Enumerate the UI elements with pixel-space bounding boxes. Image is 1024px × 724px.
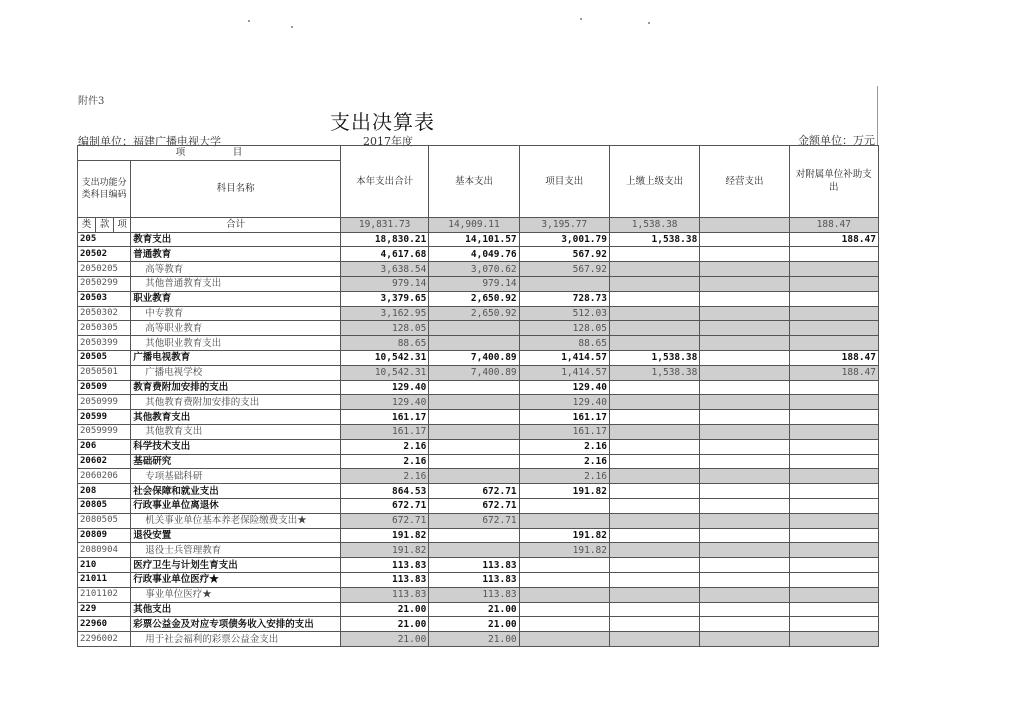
row-value	[700, 587, 789, 602]
row-value: 728.73	[519, 291, 609, 306]
row-name: 其他教育费附加安排的支出	[131, 395, 341, 410]
row-value	[700, 528, 789, 543]
row-value: 10,542.31	[340, 365, 428, 380]
row-code: 2080505	[78, 513, 131, 528]
row-value	[519, 498, 609, 513]
item-group-header: 项 目	[78, 146, 341, 161]
row-value	[609, 410, 699, 425]
table-row	[78, 262, 879, 277]
row-value	[519, 587, 609, 602]
row-value	[519, 276, 609, 291]
row-value: 672.71	[429, 484, 519, 499]
row-value	[700, 602, 789, 617]
row-value: 2.16	[519, 469, 609, 484]
table-row	[78, 424, 879, 439]
table-row	[78, 484, 879, 499]
row-value	[789, 410, 878, 425]
row-value	[789, 336, 878, 351]
row-value	[429, 424, 519, 439]
row-value	[789, 262, 878, 277]
row-value: 979.14	[340, 276, 428, 291]
code-header: 支出功能分类科目编码	[78, 160, 131, 217]
table-row	[78, 469, 879, 484]
compiling-unit: 编制单位：福建广播电视大学	[78, 135, 221, 148]
row-value	[700, 513, 789, 528]
row-value	[609, 572, 699, 587]
row-value: 7,400.89	[429, 365, 519, 380]
row-value: 864.53	[340, 484, 428, 499]
row-value: 129.40	[340, 395, 428, 410]
sub-header-section: 款	[96, 217, 114, 232]
row-value: 161.17	[519, 410, 609, 425]
row-value: 21.00	[429, 602, 519, 617]
row-value: 3,001.79	[519, 232, 609, 247]
row-value	[700, 321, 789, 336]
row-value	[609, 291, 699, 306]
row-value: 2,650.92	[429, 291, 519, 306]
row-value	[519, 617, 609, 632]
row-value: 2,650.92	[429, 306, 519, 321]
table-row	[78, 513, 879, 528]
row-value	[789, 572, 878, 587]
row-value	[609, 424, 699, 439]
row-value	[609, 336, 699, 351]
margin-line	[877, 86, 878, 146]
row-code: 20502	[78, 247, 131, 262]
row-value	[609, 276, 699, 291]
row-value	[429, 336, 519, 351]
row-name: 其他普通教育支出	[131, 276, 341, 291]
row-value: 191.82	[519, 528, 609, 543]
row-value	[609, 306, 699, 321]
row-value: 2.16	[340, 454, 428, 469]
row-value: 188.47	[789, 365, 878, 380]
table-row	[78, 617, 879, 632]
row-value	[429, 321, 519, 336]
row-name: 行政事业单位医疗★	[131, 572, 341, 587]
sub-header-item: 项	[114, 217, 131, 232]
row-value	[609, 602, 699, 617]
row-value	[789, 498, 878, 513]
row-value	[609, 617, 699, 632]
row-value	[700, 365, 789, 380]
row-name: 广播电视教育	[131, 350, 341, 365]
row-value	[609, 395, 699, 410]
table-row	[78, 291, 879, 306]
row-value	[609, 528, 699, 543]
row-value	[700, 276, 789, 291]
attachment-label: 附件3	[78, 96, 105, 107]
row-value	[700, 395, 789, 410]
row-value	[700, 350, 789, 365]
row-value: 1,414.57	[519, 365, 609, 380]
col-header-basic: 基本支出	[429, 146, 519, 218]
table-row	[78, 306, 879, 321]
row-value	[789, 454, 878, 469]
expenditure-table	[77, 145, 879, 647]
col-header-operating: 经营支出	[700, 146, 789, 218]
row-value	[789, 276, 878, 291]
row-value: 1,538.38	[609, 350, 699, 365]
total-label: 合计	[131, 217, 341, 232]
row-value	[789, 617, 878, 632]
row-value	[700, 424, 789, 439]
row-code: 21011	[78, 572, 131, 587]
row-value	[700, 454, 789, 469]
row-name: 彩票公益金及对应专项债务收入安排的支出	[131, 617, 341, 632]
total-value: 19,831.73	[340, 217, 428, 232]
table-row	[78, 365, 879, 380]
row-value	[519, 558, 609, 573]
col-header-total: 本年支出合计	[340, 146, 428, 218]
row-value: 1,538.38	[609, 232, 699, 247]
row-value: 979.14	[429, 276, 519, 291]
row-value	[429, 395, 519, 410]
row-value: 672.71	[429, 498, 519, 513]
row-value	[700, 572, 789, 587]
row-name: 基础研究	[131, 454, 341, 469]
row-value	[429, 439, 519, 454]
row-name: 用于社会福利的彩票公益金支出	[131, 632, 341, 647]
row-value	[700, 262, 789, 277]
row-name: 职业教育	[131, 291, 341, 306]
row-value	[789, 291, 878, 306]
row-code: 2050501	[78, 365, 131, 380]
table-row	[78, 528, 879, 543]
row-value: 7,400.89	[429, 350, 519, 365]
row-value	[789, 380, 878, 395]
row-value: 567.92	[519, 247, 609, 262]
row-code: 2059999	[78, 424, 131, 439]
row-value: 161.17	[519, 424, 609, 439]
table-row	[78, 232, 879, 247]
row-name: 普通教育	[131, 247, 341, 262]
row-value	[700, 469, 789, 484]
row-value: 161.17	[340, 424, 428, 439]
row-value	[609, 484, 699, 499]
row-code: 2050205	[78, 262, 131, 277]
row-code: 208	[78, 484, 131, 499]
table-row	[78, 558, 879, 573]
row-value	[609, 587, 699, 602]
row-code: 2296002	[78, 632, 131, 647]
row-value	[789, 321, 878, 336]
row-value	[700, 291, 789, 306]
table-row	[78, 587, 879, 602]
total-value	[700, 217, 789, 232]
row-value: 191.82	[340, 528, 428, 543]
row-value	[789, 528, 878, 543]
sub-header-class: 类	[78, 217, 96, 232]
table-row	[78, 336, 879, 351]
fiscal-year: 2017年度	[363, 135, 413, 148]
row-value: 113.83	[340, 558, 428, 573]
table-row	[78, 572, 879, 587]
table-row	[78, 276, 879, 291]
row-value: 113.83	[340, 587, 428, 602]
row-value	[789, 395, 878, 410]
row-value	[700, 632, 789, 647]
row-name: 事业单位医疗★	[131, 587, 341, 602]
row-value: 1,414.57	[519, 350, 609, 365]
row-value: 129.40	[340, 380, 428, 395]
row-value: 129.40	[519, 395, 609, 410]
table-row	[78, 632, 879, 647]
table-row	[78, 350, 879, 365]
row-value: 21.00	[429, 617, 519, 632]
row-value	[429, 543, 519, 558]
row-value	[609, 513, 699, 528]
table-row	[78, 439, 879, 454]
row-value	[700, 232, 789, 247]
row-value	[429, 410, 519, 425]
row-value	[700, 247, 789, 262]
row-value: 128.05	[340, 321, 428, 336]
row-value: 21.00	[340, 602, 428, 617]
row-code: 2080904	[78, 543, 131, 558]
row-name: 退役安置	[131, 528, 341, 543]
row-code: 2101102	[78, 587, 131, 602]
row-value	[700, 336, 789, 351]
row-value: 21.00	[340, 617, 428, 632]
row-value	[429, 528, 519, 543]
row-value	[429, 454, 519, 469]
row-name: 医疗卫生与计划生育支出	[131, 558, 341, 573]
row-value	[609, 469, 699, 484]
row-value	[789, 439, 878, 454]
row-value	[609, 498, 699, 513]
row-value: 512.03	[519, 306, 609, 321]
row-value: 21.00	[429, 632, 519, 647]
row-value	[700, 498, 789, 513]
row-value	[789, 424, 878, 439]
row-code: 20809	[78, 528, 131, 543]
row-value	[700, 380, 789, 395]
row-value: 2.16	[519, 439, 609, 454]
row-value	[700, 558, 789, 573]
table-row	[78, 602, 879, 617]
total-value: 14,909.11	[429, 217, 519, 232]
table-row	[78, 498, 879, 513]
row-value	[789, 602, 878, 617]
row-value: 18,830.21	[340, 232, 428, 247]
row-name: 其他支出	[131, 602, 341, 617]
row-code: 2050999	[78, 395, 131, 410]
row-value	[700, 543, 789, 558]
row-value	[609, 543, 699, 558]
row-name: 退役士兵管理教育	[131, 543, 341, 558]
row-value: 4,049.76	[429, 247, 519, 262]
row-code: 2060206	[78, 469, 131, 484]
row-value	[609, 321, 699, 336]
row-value: 4,617.68	[340, 247, 428, 262]
row-code: 20805	[78, 498, 131, 513]
row-code: 20503	[78, 291, 131, 306]
row-value: 3,162.95	[340, 306, 428, 321]
row-value: 88.65	[340, 336, 428, 351]
row-value: 188.47	[789, 232, 878, 247]
name-header: 科目名称	[131, 160, 341, 217]
row-value	[789, 513, 878, 528]
table-row	[78, 543, 879, 558]
row-name: 高等教育	[131, 262, 341, 277]
row-name: 教育费附加安排的支出	[131, 380, 341, 395]
row-value: 3,379.65	[340, 291, 428, 306]
row-code: 20602	[78, 454, 131, 469]
row-value: 2.16	[340, 469, 428, 484]
row-code: 22960	[78, 617, 131, 632]
row-value: 161.17	[340, 410, 428, 425]
row-value	[789, 632, 878, 647]
row-value	[700, 439, 789, 454]
row-value: 129.40	[519, 380, 609, 395]
table-row	[78, 395, 879, 410]
row-value: 567.92	[519, 262, 609, 277]
row-value: 672.71	[340, 513, 428, 528]
row-name: 专项基础科研	[131, 469, 341, 484]
row-value: 3,070.62	[429, 262, 519, 277]
row-value	[519, 632, 609, 647]
row-code: 205	[78, 232, 131, 247]
currency-unit: 金额单位：万元	[798, 134, 875, 147]
row-value: 10,542.31	[340, 350, 428, 365]
row-value	[789, 247, 878, 262]
row-value: 188.47	[789, 350, 878, 365]
row-code: 2050299	[78, 276, 131, 291]
table-row	[78, 380, 879, 395]
row-value: 191.82	[340, 543, 428, 558]
row-code: 210	[78, 558, 131, 573]
row-code: 2050399	[78, 336, 131, 351]
row-name: 广播电视学校	[131, 365, 341, 380]
row-value: 672.71	[340, 498, 428, 513]
row-value: 3,638.54	[340, 262, 428, 277]
row-value	[609, 558, 699, 573]
row-value: 113.83	[429, 587, 519, 602]
row-value	[789, 558, 878, 573]
row-value	[519, 513, 609, 528]
row-name: 高等职业教育	[131, 321, 341, 336]
row-code: 20509	[78, 380, 131, 395]
row-value: 113.83	[429, 558, 519, 573]
table-row	[78, 247, 879, 262]
row-value	[700, 410, 789, 425]
row-value	[700, 617, 789, 632]
row-name: 机关事业单位基本养老保险缴费支出★	[131, 513, 341, 528]
row-value	[609, 439, 699, 454]
row-value: 21.00	[340, 632, 428, 647]
total-value: 188.47	[789, 217, 878, 232]
row-name: 其他教育支出	[131, 410, 341, 425]
row-value	[519, 602, 609, 617]
page-title: 支出决算表	[330, 110, 435, 134]
row-name: 其他教育支出	[131, 424, 341, 439]
row-value	[789, 484, 878, 499]
row-code: 229	[78, 602, 131, 617]
row-value	[609, 454, 699, 469]
row-name: 行政事业单位离退休	[131, 498, 341, 513]
row-value	[609, 262, 699, 277]
row-value	[609, 380, 699, 395]
row-value	[789, 587, 878, 602]
row-name: 其他职业教育支出	[131, 336, 341, 351]
row-name: 科学技术支出	[131, 439, 341, 454]
row-value: 191.82	[519, 484, 609, 499]
row-code: 2050305	[78, 321, 131, 336]
row-value	[700, 306, 789, 321]
row-value	[429, 380, 519, 395]
table-row	[78, 321, 879, 336]
row-value: 2.16	[340, 439, 428, 454]
col-header-subsidy: 对附属单位补助支出	[789, 146, 878, 218]
table-row	[78, 410, 879, 425]
row-value: 672.71	[429, 513, 519, 528]
row-name: 中专教育	[131, 306, 341, 321]
col-header-remit-upper: 上缴上级支出	[609, 146, 699, 218]
row-name: 社会保障和就业支出	[131, 484, 341, 499]
total-value: 3,195.77	[519, 217, 609, 232]
row-value: 113.83	[429, 572, 519, 587]
row-value: 2.16	[519, 454, 609, 469]
row-value: 88.65	[519, 336, 609, 351]
row-code: 20505	[78, 350, 131, 365]
row-value	[609, 247, 699, 262]
col-header-project: 项目支出	[519, 146, 609, 218]
row-value	[609, 632, 699, 647]
row-value: 113.83	[340, 572, 428, 587]
row-code: 2050302	[78, 306, 131, 321]
row-value: 128.05	[519, 321, 609, 336]
row-code: 206	[78, 439, 131, 454]
row-value: 191.82	[519, 543, 609, 558]
total-value: 1,538.38	[609, 217, 699, 232]
row-value	[789, 469, 878, 484]
row-name: 教育支出	[131, 232, 341, 247]
row-value	[519, 572, 609, 587]
row-value: 1,538.38	[609, 365, 699, 380]
row-value	[789, 543, 878, 558]
row-value	[429, 469, 519, 484]
row-value: 14,101.57	[429, 232, 519, 247]
row-value	[789, 306, 878, 321]
table-row	[78, 454, 879, 469]
row-value	[700, 484, 789, 499]
row-code: 20599	[78, 410, 131, 425]
